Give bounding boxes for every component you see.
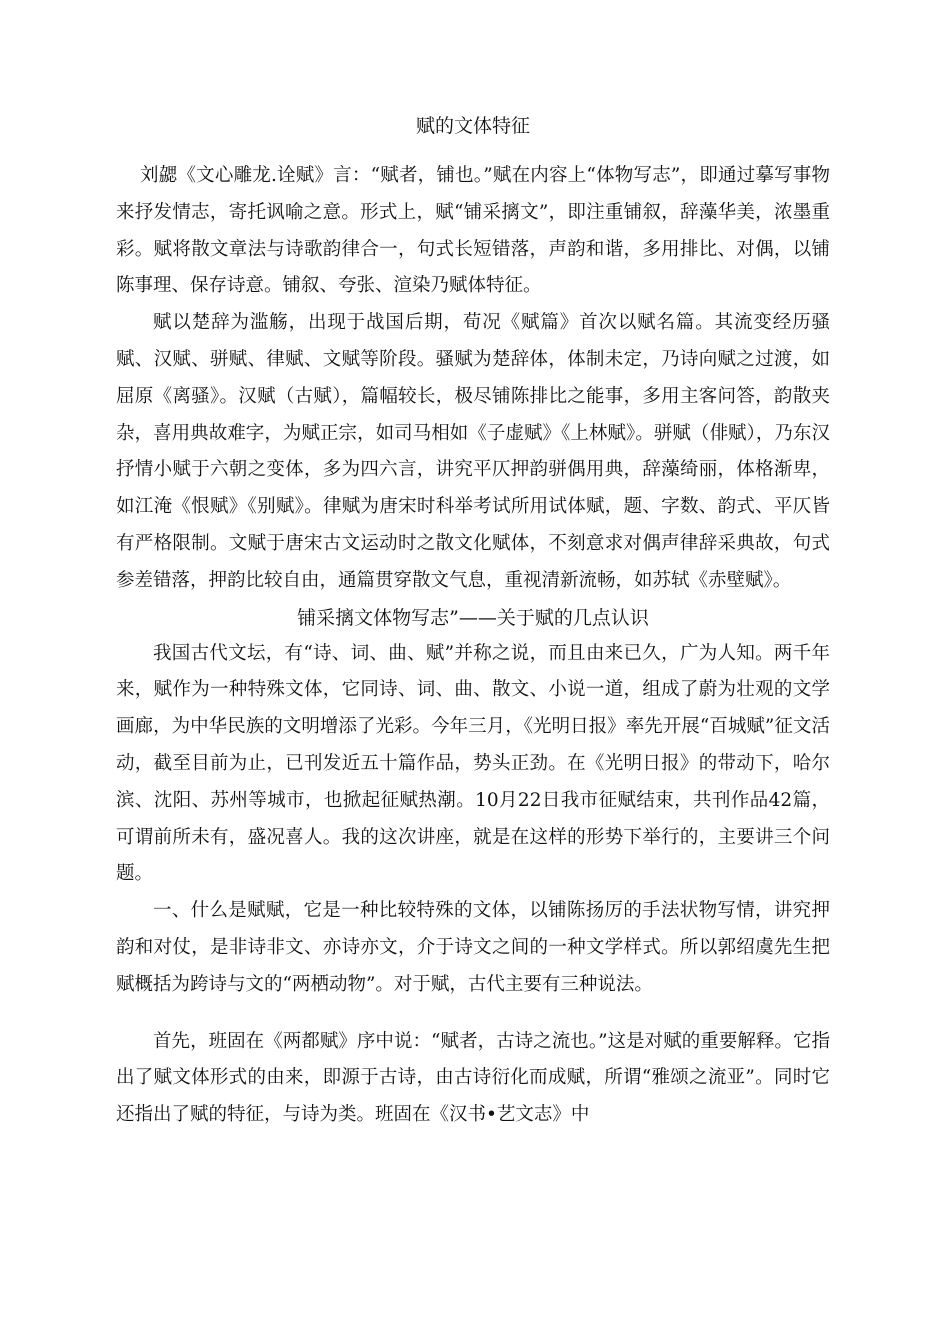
- paragraph-history: 赋以楚辞为滥觞，出现于战国后期，荀况《赋篇》首次以赋名篇。其流变经历骚赋、汉赋、骈赋、律赋、文赋等阶段。骚赋为楚辞体，体制未定，乃诗向赋之过渡，如屈原《离骚》。汉赋（古赋），篇幅较长，极尽铺陈排比之能事，多用主客问答，韵散夹杂，喜用典故难字，为赋正宗，如司马相如《子虚赋》《上林赋》。骈赋（俳赋），乃东汉抒情小赋于六朝之变体，多为四六言，讲究平仄押韵骈偶用典，辞藻绮丽，体格渐卑，如江淹《恨赋》《别赋》。律赋为唐宋时科举考试所用试体赋，题、字数、韵式、平仄皆有严格限制。文赋于唐宋古文运动时之散文化赋体，不刻意求对偶声律辞采典故，句式参差错落，押韵比较自由，通篇贯穿散文气息，重视清新流畅，如苏轼《赤壁赋》。: [116, 312, 830, 591]
- section-title: 铺采摛文体物写志”——关于赋的几点认识: [297, 606, 649, 629]
- paragraph-intro: 我国古代文坛，有“诗、词、曲、赋”并称之说，而且由来已久，广为人知。两千年来，赋作为一种特殊文体，它同诗、词、曲、散文、小说一道，组成了蔚为壮观的文学画廊，为中华民族的文明增添了光彩。今年三月，《光明日报》率先开展“百城赋”征文活动，截至目前为止，已刊发近五十篇作品，势头正劲。在《光明日报》的带动下，哈尔滨、沈阳、苏州等城市，也掀起征赋热潮。10月22日我市征赋结束，共刊作品42篇，可谓前所未有，盛况喜人。我的这次讲座，就是在这样的形势下举行的，主要讲三个问题。: [116, 642, 830, 885]
- paragraph-what-is-fu: 一、什么是赋赋，它是一种比较特殊的文体，以铺陈扬厉的手法状物写情，讲究押韵和对仗，是非诗非文、亦诗亦文，介于诗文之间的一种文学样式。所以郭绍虞先生把赋概括为跨诗与文的“两栖动物”。对于赋，古代主要有三种说法。: [116, 900, 830, 995]
- paragraph-ban-gu: 首先，班固在《两都赋》序中说：“赋者，古诗之流也。”这是对赋的重要解释。它指出了赋文体形式的由来，即源于古诗，由古诗衍化而成赋，所谓“雅颂之流亚”。同时它还指出了赋的特征，与诗为类。班固在《汉书•艺文志》中: [116, 1030, 830, 1126]
- document-title: 赋的文体特征: [415, 115, 530, 137]
- paragraph-definition: 刘勰《文心雕龙.诠赋》言：“赋者，铺也。”赋在内容上“体物写志”，即通过摹写事物来抒发情志，寄托讽喻之意。形式上，赋“铺采摛文”，即注重铺叙，辞藻华美，浓墨重彩。赋将散文章法与诗歌韵律合一，句式长短错落，声韵和谐，多用排比、对偶，以铺陈事理、保存诗意。铺叙、夸张、渲染乃赋体特征。: [116, 165, 830, 297]
